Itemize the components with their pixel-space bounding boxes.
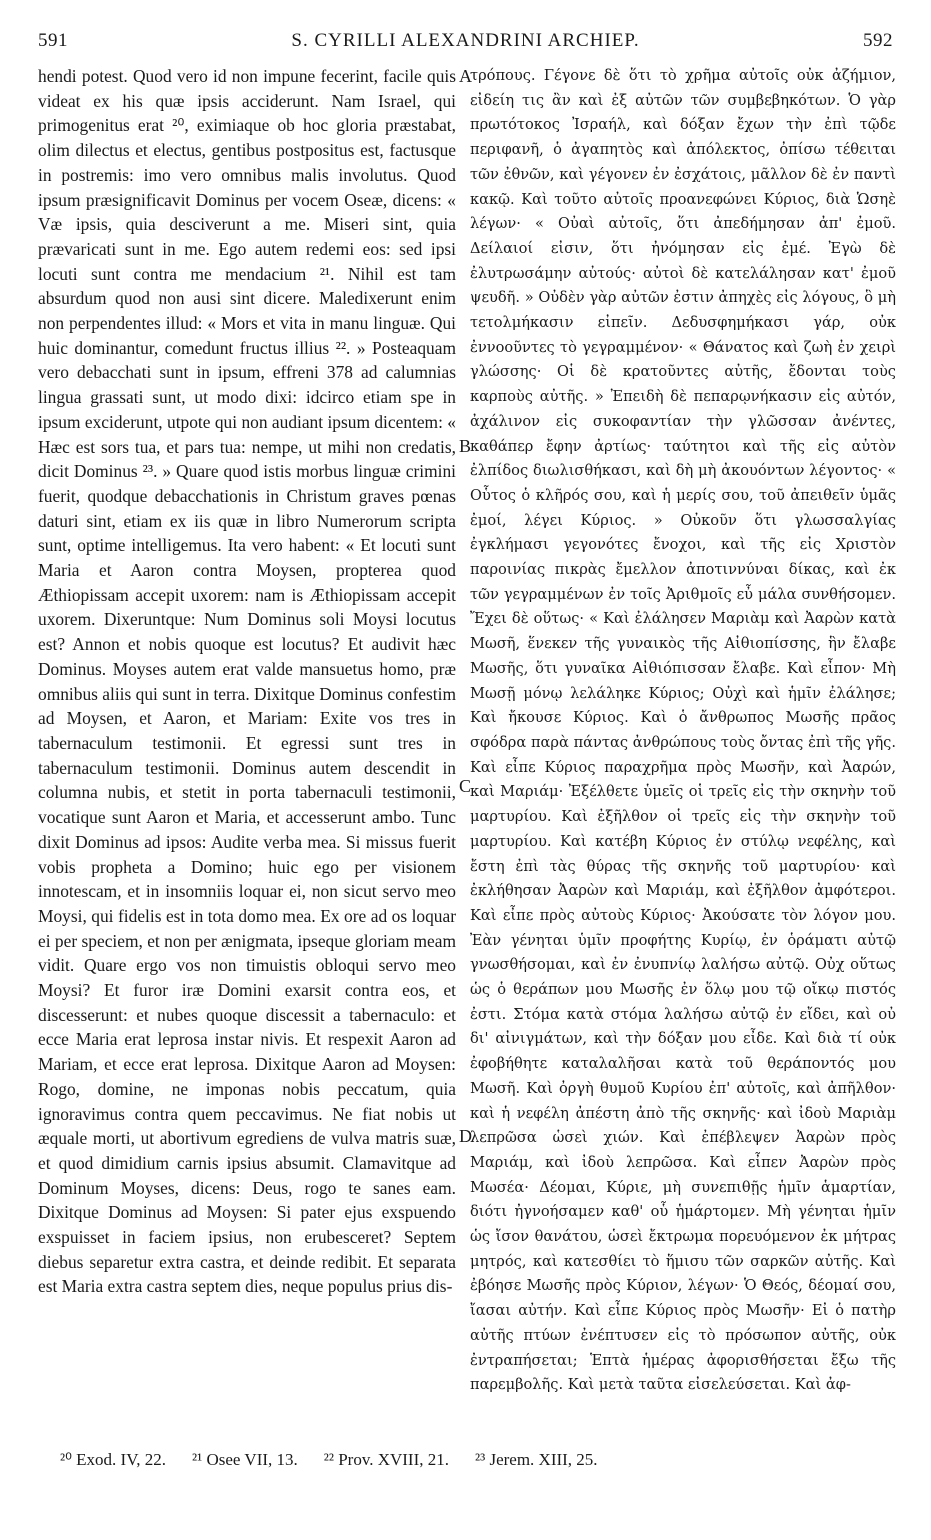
footnote-20: ²⁰ Exod. IV, 22.	[60, 1450, 167, 1469]
running-title: S. CYRILLI ALEXANDRINI ARCHIEP.	[291, 30, 640, 51]
page-number-left: 591	[38, 30, 68, 51]
footnotes	[60, 1450, 893, 1470]
footnote-23: ²³ Jerem. XIII, 25.	[475, 1450, 598, 1469]
margin-marker-d: D	[459, 1126, 472, 1146]
greek-column	[470, 64, 896, 1439]
footnote-22: ²² Prov. XVIII, 21.	[323, 1450, 450, 1469]
latin-text: hendi potest. Quod vero id non impune fecerint, facile quis videat ex his quæ ipsis acciderunt. Nam Israel, qui primogenitus erat ²⁰, eximiaque ob hoc gloria præstabat, olim dilectus et electus, gentibus postpositus est, factusque in postremis: imo vero omnibus malis involutus. Quod ipsum præsignificavit Dominus per vocem Oseæ, dicens: « Væ ipsis, quia desciverunt a me. Miseri sint, quia prævaricati sunt in me. Ego autem redemi eos: sed ipsi locuti sunt contra me mendacium ²¹. Nihil est tam absurdum quod non ausi sint dicere. Maledixerunt enim non perpendentes illud: « Mors et vita in manu linguæ. Qui huic dominantur, comedunt fructus illius ²². » Posteaquam vero debacchati sunt in ipsum, effreni 378 ad calumnias lingua grassati sunt, ut modo dixi: idcirco etiam spe in ipsum exciderunt, utpote qui non audiant ipsum dicentem: « Hæc est sors tua, et pars tua: nempe, ut mihi non credatis, dicit Dominus ²³. » Quare quod istis morbus linguæ crimini fuerit, quodque debacchationis in Christum graves pœnas daturi sint, etiam ex iis quæ in libro Numerorum scripta sunt, optime intelligemus. Ita vero habent: « Et locuti sunt Maria et Aaron contra Moysen, propterea quod Æthiopissam accepit uxorem: nam is Æthiopissam accepit uxorem. Dixeruntque: Num Dominus soli Moysi locutus est? Annon et nobis quoque est locutus? Et audivit hæc Dominus. Moyses autem erat valde mansuetus homo, præ omnibus aliis qui sunt in terra. Dixitque Dominus confestim ad Moysen, et Aaron, et Mariam: Exite vos tres in tabernaculum testimonii. Et egressi sunt tres in tabernaculum testimonii. Dominus autem descendit in columna nubis, et stetit in porta tabernaculi testimonii, vocatique sunt Aaron et Maria, et accesserunt ambo. Tunc dixit Dominus ad ipsos: Audite verba mea. Si missus fuerit vobis propheta a Domino; huic ego per visionem innotescam, et in insomniis loquar ei, non sicut servo meo Moysi, qui fidelis est in tota domo mea. Ex ore ad os loquar ei per speciem, et non per ænigmata, ipseque gloriam meam vidit. Quare ergo vos non timuistis obloqui servo meo Moysi? Et furor iræ Domini exarsit contra eos, et discesserunt: et nubes quoque discessit a tabernaculo: et ecce Maria erat leprosa instar nivis. Et respexit Aaron ad Mariam, et ecce erat leprosa. Dixitque Aaron ad Moysen: Rogo, domine, ne imponas nobis peccatum, quia ignoravimus contra quem peccavimus. Ne fiat nobis ut æquale morti, ut abortivum egrediens de vulva matris suæ, et quod dimidium carnis ipsius absumit. Clamavitque ad Dominum Moyses, dicens: Deus, rogo te sanes eam. Dixitque Dominus ad Moysen: Si pater ejus exspuendo exspuisset in faciem ipsius, non erubesceret? Septem diebus separetur extra castra, et deinde redibit. Et separata est Maria extra castra septem dies, neque populus prius dis-	[38, 66, 456, 1297]
greek-text: τρόπους. Γέγονε δὲ ὅτι τὸ χρῆμα αὐτοῖς οὐκ ἀζήμιον, εἰδείη τις ἂν καὶ ἐξ αὐτῶν τῶν συμβεβηκότων. Ὁ γὰρ πρωτότοκος Ἰσραήλ, καὶ δόξαν ἔχων τὴν ἐπὶ τῷδε περιφανῆ, ὁ ἀγαπητὸς καὶ ἀπόλεκτος, ὀπίσω τέθειται τῶν ἐθνῶν, καὶ γέγονεν ἐν ἐσχάτοις, μᾶλλον δὲ ἐν παντὶ κακῷ. Καὶ τοῦτο αὐτοῖς προανεφώνει Κύριος, διὰ Ὡσηὲ λέγων· « Οὐαὶ αὐτοῖς, ὅτι ἀπεδήμησαν ἀπ' ἐμοῦ. Δείλαιοί εἰσιν, ὅτι ἠνόμησαν εἰς ἐμέ. Ἐγὼ δὲ ἐλυτρωσάμην αὐτούς· αὐτοὶ δὲ κατελάλησαν κατ' ἐμοῦ ψευδῆ. » Οὐδὲν γὰρ αὐτῶν ἐστιν ἀπηχὲς εἰς λόγους, ὃ μὴ τετολμήκασιν εἰπεῖν. Δεδυσφημήκασι γάρ, οὐκ ἐννοοῦντες τὸ γεγραμμένον· « Θάνατος καὶ ζωὴ ἐν χειρὶ γλώσσης· Οἱ δὲ κρατοῦντες αὐτῆς, ἔδονται τοὺς καρποὺς αὐτῆς. » Ἐπειδὴ δὲ πεπαρῳνήκασιν εἰς αὐτόν, ἀχάλινον εἰς συκοφαντίαν τὴν γλῶσσαν ἀνέντες, καθάπερ ἔφην ἀρτίως· ταύτητοι καὶ τῆς εἰς αὐτὸν ἐλπίδος διωλισθήκασι, καὶ δὴ μὴ ἀκουόντων λέγοντος· « Οὗτος ὁ κλῆρός σου, καὶ ἡ μερίς σου, τοῦ ἀπειθεῖν ὑμᾶς ἐμοί, λέγει Κύριος. » Οὐκοῦν ὅτι γλωσσαλγίας ἐγκλήμασι γεγονότες ἔνοχοι, καὶ τῆς εἰς Χριστὸν παροινίας πικρὰς ἔμελλον ἀποτιννύναι δίκας, καὶ ἐκ τῶν γεγραμμένων ἐν τοῖς Ἀριθμοῖς εὖ μάλα συνθήσομεν. Ἔχει δὲ οὕτως· « Καὶ ἐλάλησεν Μαριὰμ καὶ Ἀαρὼν κατὰ Μωσῆ, ἕνεκεν τῆς γυναικὸς τῆς Αἰθιοπίσσης, ἣν ἔλαβε Μωσῆς, ὅτι γυναῖκα Αἰθιόπισσαν ἔλαβε. Καὶ εἶπον· Μὴ Μωσῇ μόνῳ λελάληκε Κύριος; Οὐχὶ καὶ ἡμῖν ἐλάλησε; Καὶ ἤκουσε Κύριος. Καὶ ὁ ἄνθρωπος Μωσῆς πρᾶος σφόδρα παρὰ πάντας ἀνθρώπους τοὺς ὄντας ἐπὶ τῆς γῆς. Καὶ εἶπε Κύριος παραχρῆμα πρὸς Μωσῆν, καὶ Ἀαρών, καὶ Μαριάμ· Ἐξέλθετε ὑμεῖς οἱ τρεῖς εἰς τὴν σκηνὴν τοῦ μαρτυρίου. Καὶ ἐξῆλθον οἱ τρεῖς εἰς τὴν σκηνὴν τοῦ μαρτυρίου. Καὶ κατέβη Κύριος ἐν στύλῳ νεφέλης, καὶ ἔστη ἐπὶ τὰς θύρας τῆς σκηνῆς τοῦ μαρτυρίου· καὶ ἐκλήθησαν Ἀαρὼν καὶ Μαριάμ, καὶ ἐξῆλθον ἀμφότεροι. Καὶ εἶπε πρὸς αὐτοὺς Κύριος· Ἀκούσατε τὸν λόγον μου. Ἐὰν γένηται ὑμῖν προφήτης Κυρίῳ, ἐν ὁράματι αὐτῷ γνωσθήσομαι, καὶ ἐν ἐνυπνίῳ λαλήσω αὐτῷ. Οὐχ οὕτως ὡς ὁ θεράπων μου Μωσῆς ἐν ὅλῳ μου τῷ οἴκῳ πιστός ἐστι. Στόμα κατὰ στόμα λαλήσω αὐτῷ ἐν εἴδει, καὶ οὐ δι' αἰνιγμάτων, καὶ τὴν δόξαν μου εἶδε. Καὶ διὰ τί οὐκ ἐφοβήθητε καταλαλῆσαι κατὰ τοῦ θεράποντός μου Μωσῆ. Καὶ ὀργὴ θυμοῦ Κυρίου ἐπ' αὐτοῖς, καὶ ἀπῆλθον· καὶ ἡ νεφέλη ἀπέστη ἀπὸ τῆς σκηνῆς· καὶ ἰδοὺ Μαριὰμ λεπρῶσα ὡσεὶ χιών. Καὶ ἐπέβλεψεν Ἀαρὼν πρὸς Μαριάμ, καὶ ἰδοὺ λεπρῶσα. Καὶ εἶπεν Ἀαρὼν πρὸς Μωσέα· Δέομαι, Κύριε, μὴ συνεπιθῇς ἡμῖν ἁμαρτίαν, διότι ἠγνοήσαμεν καθ' οὗ ἡμάρτομεν. Μὴ γένηται ἡμῖν ὡς ἴσον θανάτου, ὡσεὶ ἔκτρωμα πορευόμενον ἐκ μήτρας μητρός, καὶ κατεσθίει τὸ ἥμισυ τῶν σαρκῶν αὐτῆς. Καὶ ἐβόησε Μωσῆς πρὸς Κύριον, λέγων· Ὁ Θεός, δέομαί σου, ἴασαι αὐτήν. Καὶ εἶπε Κύριος πρὸς Μωσῆν· Εἰ ὁ πατὴρ αὐτῆς πτύων ἐνέπτυσεν εἰς τὸ πρόσωπον αὐτῆς, οὐκ ἐντραπήσεται; Ἑπτὰ ἡμέρας ἀφορισθήσεται ἔξω τῆς παρεμβολῆς. Καὶ μετὰ ταῦτα εἰσελεύσεται. Καὶ ἀφ-	[470, 67, 896, 1394]
page-number-right: 592	[863, 30, 893, 51]
margin-marker-b: B	[459, 436, 472, 456]
latin-column	[38, 64, 456, 1439]
footnote-21: ²¹ Osee VII, 13.	[192, 1450, 298, 1469]
running-header	[38, 24, 893, 58]
margin-marker-c: C	[459, 776, 472, 796]
margin-marker-a: A	[459, 66, 472, 86]
